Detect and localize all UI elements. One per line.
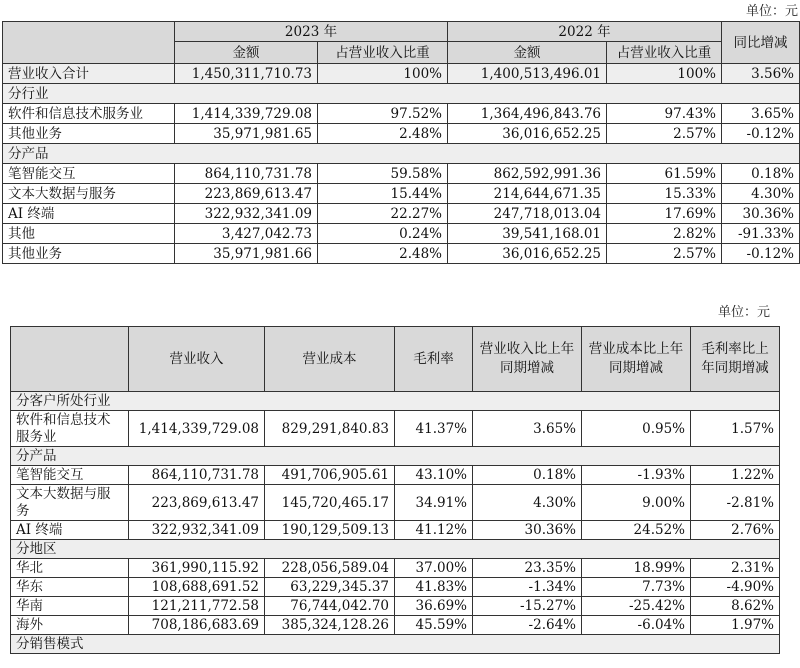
table-row <box>11 411 780 447</box>
row-label: 其他业务 <box>3 244 175 264</box>
header-margin-change: 毛利率比上年同期增减 <box>691 327 780 392</box>
cell-share-2022: 15.33% <box>607 184 722 204</box>
row-label: 华南 <box>11 597 129 616</box>
cell-gross-margin: 36.69% <box>395 597 473 616</box>
cell-gross-margin: 41.37% <box>395 411 473 447</box>
row-label: 其他业务 <box>3 124 175 144</box>
table-row <box>3 244 800 264</box>
group-row <box>3 144 800 164</box>
table-row <box>3 124 800 144</box>
cell-amount-2023: 1,450,311,710.73 <box>175 64 318 84</box>
cell-revenue: 121,211,772.58 <box>129 597 265 616</box>
group-title: 分产品 <box>3 144 800 164</box>
cell-gross-margin: 43.10% <box>395 466 473 485</box>
header-revenue: 营业收入 <box>129 327 265 392</box>
cell-share-2022: 97.43% <box>607 104 722 124</box>
cell-revenue: 1,414,339,729.08 <box>129 411 265 447</box>
group-row <box>3 84 800 104</box>
cell-amount-2023: 3,427,042.73 <box>175 224 318 244</box>
header-gross-margin: 毛利率 <box>395 327 473 392</box>
cell-share-2023: 97.52% <box>318 104 448 124</box>
cell-cost-change: -1.93% <box>582 466 691 485</box>
cell-cost: 63,229,345.37 <box>265 578 395 597</box>
table-row <box>11 597 780 616</box>
unit-label: 单位：元 <box>717 305 770 320</box>
cell-revenue-change: -1.34% <box>473 578 582 597</box>
group-row <box>11 540 780 559</box>
cell-amount-2022: 1,400,513,496.01 <box>448 64 607 84</box>
cell-margin-change: 1.57% <box>691 411 780 447</box>
cell-yoy: 3.56% <box>722 64 800 84</box>
cell-cost: 491,706,905.61 <box>265 466 395 485</box>
cell-yoy: -91.33% <box>722 224 800 244</box>
cell-share-2023: 0.24% <box>318 224 448 244</box>
cell-share-2022: 2.82% <box>607 224 722 244</box>
cell-amount-2022: 214,644,671.35 <box>448 184 607 204</box>
cell-cost-change: 24.52% <box>582 521 691 540</box>
cell-share-2022: 61.59% <box>607 164 722 184</box>
cell-amount-2023: 322,932,341.09 <box>175 204 318 224</box>
cell-amount-2023: 1,414,339,729.08 <box>175 104 318 124</box>
header-amount: 金额 <box>175 42 318 64</box>
cell-yoy: 3.65% <box>722 104 800 124</box>
header-year-2022: 2022 年 <box>448 22 722 42</box>
row-label: 华北 <box>11 559 129 578</box>
cell-amount-2022: 39,541,168.01 <box>448 224 607 244</box>
cell-share-2022: 100% <box>607 64 722 84</box>
group-title: 分销售模式 <box>11 635 780 654</box>
cell-yoy: -0.12% <box>722 124 800 144</box>
cell-amount-2023: 864,110,731.78 <box>175 164 318 184</box>
cell-amount-2022: 862,592,991.36 <box>448 164 607 184</box>
table-row <box>3 184 800 204</box>
cell-yoy: 0.18% <box>722 164 800 184</box>
row-label: AI 终端 <box>3 204 175 224</box>
row-label: 文本大数据与服务 <box>3 184 175 204</box>
header-share: 占营业收入比重 <box>607 42 722 64</box>
row-label: 其他 <box>3 224 175 244</box>
table-row <box>3 204 800 224</box>
cell-share-2022: 2.57% <box>607 124 722 144</box>
table-row <box>3 224 800 244</box>
cell-amount-2022: 36,016,652.25 <box>448 124 607 144</box>
cell-cost: 228,056,589.04 <box>265 559 395 578</box>
header-blank <box>11 327 129 392</box>
cell-cost-change: -6.04% <box>582 616 691 635</box>
table-row <box>11 485 780 521</box>
row-label: 软件和信息技术服务业 <box>11 411 129 447</box>
cell-margin-change: -4.90% <box>691 578 780 597</box>
row-label: 软件和信息技术服务业 <box>3 104 175 124</box>
cell-revenue-change: 0.18% <box>473 466 582 485</box>
table-row <box>11 521 780 540</box>
table-row <box>11 616 780 635</box>
cell-amount-2023: 35,971,981.66 <box>175 244 318 264</box>
cell-margin-change: 2.31% <box>691 559 780 578</box>
cell-revenue-change: 4.30% <box>473 485 582 521</box>
row-label: 华东 <box>11 578 129 597</box>
cell-revenue: 322,932,341.09 <box>129 521 265 540</box>
header-revenue-change: 营业收入比上年同期增减 <box>473 327 582 392</box>
cell-amount-2023: 35,971,981.65 <box>175 124 318 144</box>
group-row <box>11 392 780 411</box>
cell-cost: 385,324,128.26 <box>265 616 395 635</box>
row-label: 文本大数据与服务 <box>11 485 129 521</box>
cell-gross-margin: 34.91% <box>395 485 473 521</box>
cell-amount-2022: 36,016,652.25 <box>448 244 607 264</box>
group-title: 分客户所处行业 <box>11 392 780 411</box>
group-row <box>11 635 780 654</box>
row-label: 海外 <box>11 616 129 635</box>
cell-revenue-change: 3.65% <box>473 411 582 447</box>
cell-cost-change: 0.95% <box>582 411 691 447</box>
cell-share-2023: 59.58% <box>318 164 448 184</box>
cell-gross-margin: 41.12% <box>395 521 473 540</box>
row-label: 营业收入合计 <box>3 64 175 84</box>
row-label: AI 终端 <box>11 521 129 540</box>
cell-amount-2023: 223,869,613.47 <box>175 184 318 204</box>
cell-yoy: -0.12% <box>722 244 800 264</box>
cell-cost-change: -25.42% <box>582 597 691 616</box>
revenue-composition-table <box>2 21 800 264</box>
table-row <box>11 559 780 578</box>
table-row <box>11 578 780 597</box>
cell-revenue: 708,186,683.69 <box>129 616 265 635</box>
cell-yoy: 30.36% <box>722 204 800 224</box>
header-cost: 营业成本 <box>265 327 395 392</box>
cell-cost-change: 7.73% <box>582 578 691 597</box>
row-label: 笔智能交互 <box>11 466 129 485</box>
cell-cost: 76,744,042.70 <box>265 597 395 616</box>
cell-revenue-change: -15.27% <box>473 597 582 616</box>
cell-share-2023: 100% <box>318 64 448 84</box>
cell-cost-change: 18.99% <box>582 559 691 578</box>
group-title: 分产品 <box>11 447 780 466</box>
cell-margin-change: 1.22% <box>691 466 780 485</box>
cell-cost: 190,129,509.13 <box>265 521 395 540</box>
group-title: 分行业 <box>3 84 800 104</box>
header-amount: 金额 <box>448 42 607 64</box>
table-row <box>11 466 780 485</box>
cell-share-2022: 17.69% <box>607 204 722 224</box>
cell-cost: 145,720,465.17 <box>265 485 395 521</box>
cell-cost-change: 9.00% <box>582 485 691 521</box>
cell-gross-margin: 41.83% <box>395 578 473 597</box>
header-year-2023: 2023 年 <box>175 22 448 42</box>
cell-amount-2022: 247,718,013.04 <box>448 204 607 224</box>
cell-cost: 829,291,840.83 <box>265 411 395 447</box>
cell-margin-change: 1.97% <box>691 616 780 635</box>
table-row <box>3 164 800 184</box>
header-yoy: 同比增减 <box>722 22 800 64</box>
unit-label: 单位：元 <box>745 4 798 19</box>
cell-share-2022: 2.57% <box>607 244 722 264</box>
cell-revenue-change: -2.64% <box>473 616 582 635</box>
cell-revenue: 223,869,613.47 <box>129 485 265 521</box>
cell-share-2023: 2.48% <box>318 244 448 264</box>
header-row <box>11 327 780 392</box>
total-row <box>3 64 800 84</box>
header-cost-change: 营业成本比上年同期增减 <box>582 327 691 392</box>
cell-revenue-change: 30.36% <box>473 521 582 540</box>
cell-yoy: 4.30% <box>722 184 800 204</box>
header-blank <box>3 22 175 64</box>
header-row-years <box>3 22 800 42</box>
cell-margin-change: -2.81% <box>691 485 780 521</box>
row-label: 笔智能交互 <box>3 164 175 184</box>
cell-share-2023: 15.44% <box>318 184 448 204</box>
cell-amount-2022: 1,364,496,843.76 <box>448 104 607 124</box>
cell-share-2023: 2.48% <box>318 124 448 144</box>
gross-margin-table <box>10 326 780 654</box>
group-row <box>11 447 780 466</box>
header-share: 占营业收入比重 <box>318 42 448 64</box>
cell-margin-change: 2.76% <box>691 521 780 540</box>
cell-revenue-change: 23.35% <box>473 559 582 578</box>
group-title: 分地区 <box>11 540 780 559</box>
cell-revenue: 108,688,691.52 <box>129 578 265 597</box>
cell-gross-margin: 45.59% <box>395 616 473 635</box>
cell-revenue: 361,990,115.92 <box>129 559 265 578</box>
cell-margin-change: 8.62% <box>691 597 780 616</box>
cell-share-2023: 22.27% <box>318 204 448 224</box>
cell-revenue: 864,110,731.78 <box>129 466 265 485</box>
table-row <box>3 104 800 124</box>
cell-gross-margin: 37.00% <box>395 559 473 578</box>
